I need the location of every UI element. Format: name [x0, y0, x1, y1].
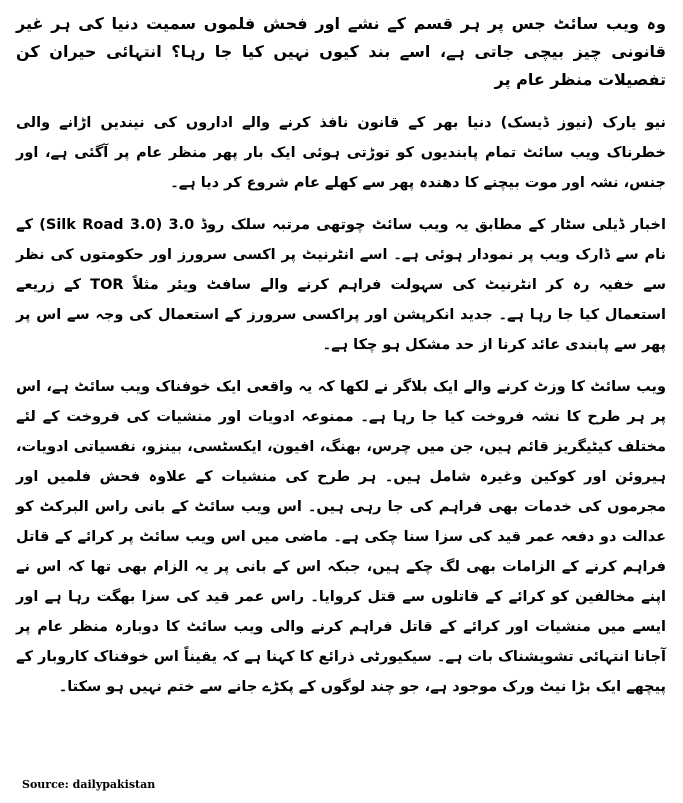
- article-source: Source: dailypakistan: [22, 778, 156, 791]
- article-paragraph-silk-road: اخبار ڈیلی سٹار کے مطابق یہ ویب سائٹ چوتھی مرتبہ سلک روڈ 3.0 (Silk Road 3.0) کے نام سے ڈارک ویب پر نمودار ہوئی ہے۔ اسے انٹرنیٹ پر اکسی سرورز اور حکومتوں کی نظر سے خفیہ رہ کر انٹرنیٹ کی سہولت فراہم کرنے والے سافٹ ویئر مثلاً TOR کے زریعے استعمال کیا جا رہا ہے۔ جدید انکرپشن اور پراکسی سرورز کے استعمال کی وجہ سے اس پر پھر سے پابندی عائد کرنا از حد مشکل ہو چکا ہے۔: [16, 217, 666, 353]
- article-paragraph-intro: نیو یارک (نیوز ڈیسک) دنیا بھر کے قانون نافذ کرنے والے اداروں کی نیندیں اڑانے والی خطرناک ویب سائٹ تمام پابندیوں کو توڑتی ہوئی ایک بار پھر منظر عام پر آگئی ہے، اور جنس، نشہ اور موت بیچنے کا دھندہ پھر سے کھلے عام شروع کر دیا ہے۔: [16, 115, 666, 191]
- article-paragraph-blogger: ویب سائٹ کا وزٹ کرنے والے ایک بلاگر نے لکھا کہ یہ واقعی ایک خوفناک ویب سائٹ ہے، اس پر ہر طرح کا نشہ فروخت کیا جا رہا ہے۔ ممنوعہ ادویات اور منشیات کی فروخت کے لئے مختلف کیٹیگریز قائم ہیں، جن میں چرس، بھنگ، افیون، ایکسٹسی، بینزو، نفسیاتی ادویات، ہیروئن اور کوکین وغیرہ شامل ہیں۔ ہر طرح کی منشیات کے علاوہ فحش فلمیں اور مجرموں کی خدمات بھی فراہم کی جا رہی ہیں۔ اس ویب سائٹ کے بانی راس البرکٹ کو عدالت دو دفعہ عمر قید کی سزا سنا چکی ہے۔ ماضی میں اس ویب سائٹ پر کرائے کے قاتل فراہم کرنے کے الزامات بھی لگ چکے ہیں، جبکہ اس کے بانی پر یہ الزام بھی تھا کہ اس نے اپنے مخالفین کو کرائے کے قاتلوں سے قتل کروایا۔ راس عمر قید کی سزا بھگت رہا ہے اور ایسے میں منشیات اور کرائے کے قاتل فراہم کرنے والی ویب سائٹ کا دوبارہ منظر عام پر آجانا انتہائی تشویشناک بات ہے۔ سیکیورٹی ذرائع کا کہنا ہے کہ یقیناً اس خوفناک کاروبار کے پیچھے ایک بڑا نیٹ ورک موجود ہے، جو چند لوگوں کے پکڑے جانے سے ختم نہیں ہو سکتا۔: [16, 379, 666, 695]
- article-headline: وہ ویب سائٹ جس پر ہر قسم کے نشے اور فحش فلموں سمیت دنیا کی ہر غیر قانونی چیز بیچی جاتی ہے، اسے بند کیوں نہیں کیا جا رہا؟ انتہائی حیران کن تفصیلات منظر عام پر: [16, 14, 666, 89]
- news-article: [16, 10, 666, 795]
